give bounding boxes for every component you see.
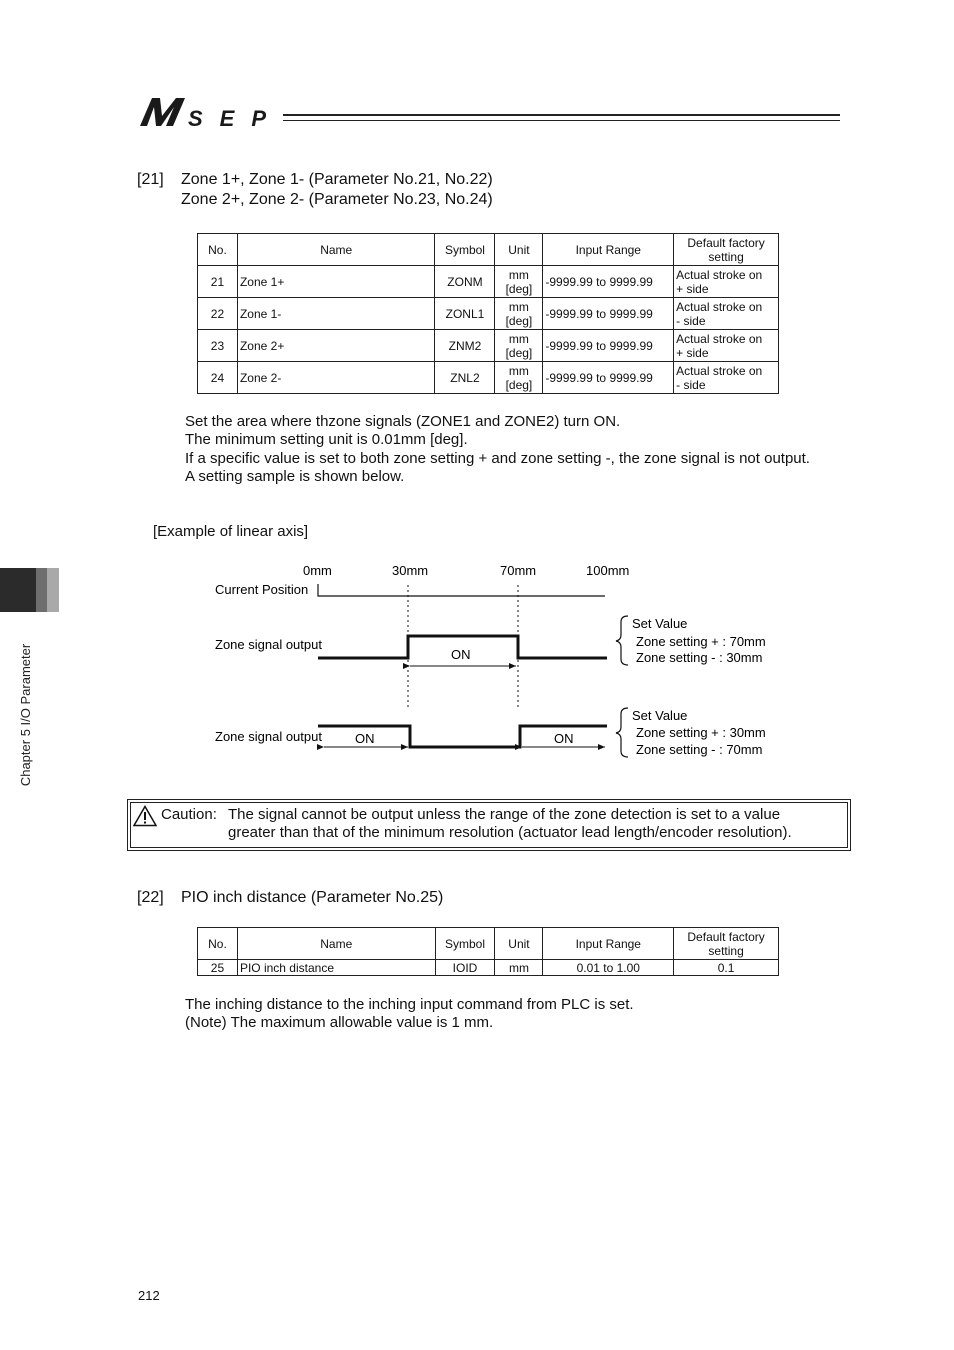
section-21-title-line2: Zone 2+, Zone 2- (Parameter No.23, No.24) xyxy=(181,191,493,208)
col-input-range: Input Range xyxy=(543,234,674,266)
col-unit: Unit xyxy=(495,234,543,266)
col-symbol: Symbol xyxy=(435,234,495,266)
tick-label: 70mm xyxy=(500,563,537,578)
col-name: Name xyxy=(237,234,435,266)
on-label-2a: ON xyxy=(355,731,375,746)
set-value-1-line2: Zone setting - : 30mm xyxy=(636,650,763,665)
tick-label: 30mm xyxy=(392,563,429,578)
table-row: 23 Zone 2+ ZNM2 mm [deg] -9999.99 to 9999.99 Actual stroke on + side xyxy=(198,330,779,362)
warning-icon xyxy=(133,805,157,827)
col-symbol: Symbol xyxy=(435,928,495,960)
tick-label: 0mm xyxy=(303,563,332,578)
section-22-title: PIO inch distance (Parameter No.25) xyxy=(181,889,444,906)
chapter-label: Chapter 5 I/O Parameter xyxy=(18,643,33,787)
table-row: 25 PIO inch distance IOID mm 0.01 to 1.00 0.1 xyxy=(198,960,779,976)
section-22-description: The inching distance to the inching input command from PLC is set. (Note) The maximum allowable value is 1 mm. xyxy=(185,996,634,1032)
table-header-row xyxy=(198,928,779,960)
zone-parameter-table xyxy=(197,233,779,394)
col-no: No. xyxy=(198,234,238,266)
set-value-2-line2: Zone setting - : 70mm xyxy=(636,742,763,757)
on-label-2b: ON xyxy=(554,731,574,746)
header-rule-bottom xyxy=(283,120,840,121)
position-axis xyxy=(318,584,605,596)
section-22-number: [22] xyxy=(137,889,164,906)
on-label-1: ON xyxy=(451,647,471,662)
zone-signal-label-1: Zone signal output xyxy=(215,637,322,652)
svg-text:SEP: SEP xyxy=(188,106,268,130)
col-name: Name xyxy=(237,928,435,960)
set-value-label-1: Set Value xyxy=(632,616,688,631)
table-row: 24 Zone 2- ZNL2 mm [deg] -9999.99 to 9999.99 Actual stroke on - side xyxy=(198,362,779,394)
section-21-number: [21] xyxy=(137,171,164,188)
table-header-row xyxy=(198,234,779,266)
col-unit: Unit xyxy=(495,928,543,960)
tick-label: 100mm xyxy=(586,563,630,578)
col-default: Default factory setting xyxy=(674,928,779,960)
col-default: Default factory setting xyxy=(674,234,779,266)
caution-text: The signal cannot be output unless the range of the zone detection is set to a value greater than that of the minimum resolution (actuator lead length/encoder resolution). xyxy=(228,806,792,841)
col-input-range: Input Range xyxy=(543,928,674,960)
example-title: [Example of linear axis] xyxy=(153,523,309,540)
caution-label: Caution: xyxy=(161,806,217,823)
set-value-1-line1: Zone setting + : 70mm xyxy=(636,634,766,649)
msep-logo xyxy=(138,94,278,130)
caution-box xyxy=(127,799,851,851)
set-value-label-2: Set Value xyxy=(632,708,688,723)
set-value-brace-2 xyxy=(616,708,628,757)
pio-inch-table xyxy=(197,927,779,976)
current-position-label: Current Position xyxy=(215,582,309,597)
header-rule-top xyxy=(283,114,840,116)
col-no: No. xyxy=(198,928,238,960)
section-21-description: Set the area where thzone signals (ZONE1 and ZONE2) turn ON. The minimum setting unit is 0.01mm [deg]. If a specific value is set to both zone setting + and zone setting -, the zone signal is not output. A setting sample is shown below. xyxy=(185,413,810,485)
set-value-2-line1: Zone setting + : 30mm xyxy=(636,725,766,740)
section-21-title-line1: Zone 1+, Zone 1- (Parameter No.21, No.22) xyxy=(181,171,493,188)
table-row: 22 Zone 1- ZONL1 mm [deg] -9999.99 to 9999.99 Actual stroke on - side xyxy=(198,298,779,330)
zone-timing-diagram xyxy=(0,555,954,770)
zone-signal-label-2: Zone signal output xyxy=(215,729,322,744)
table-row: 21 Zone 1+ ZONM mm [deg] -9999.99 to 9999.99 Actual stroke on + side xyxy=(198,266,779,298)
set-value-brace-1 xyxy=(616,616,628,665)
page-number: 212 xyxy=(138,1288,160,1303)
